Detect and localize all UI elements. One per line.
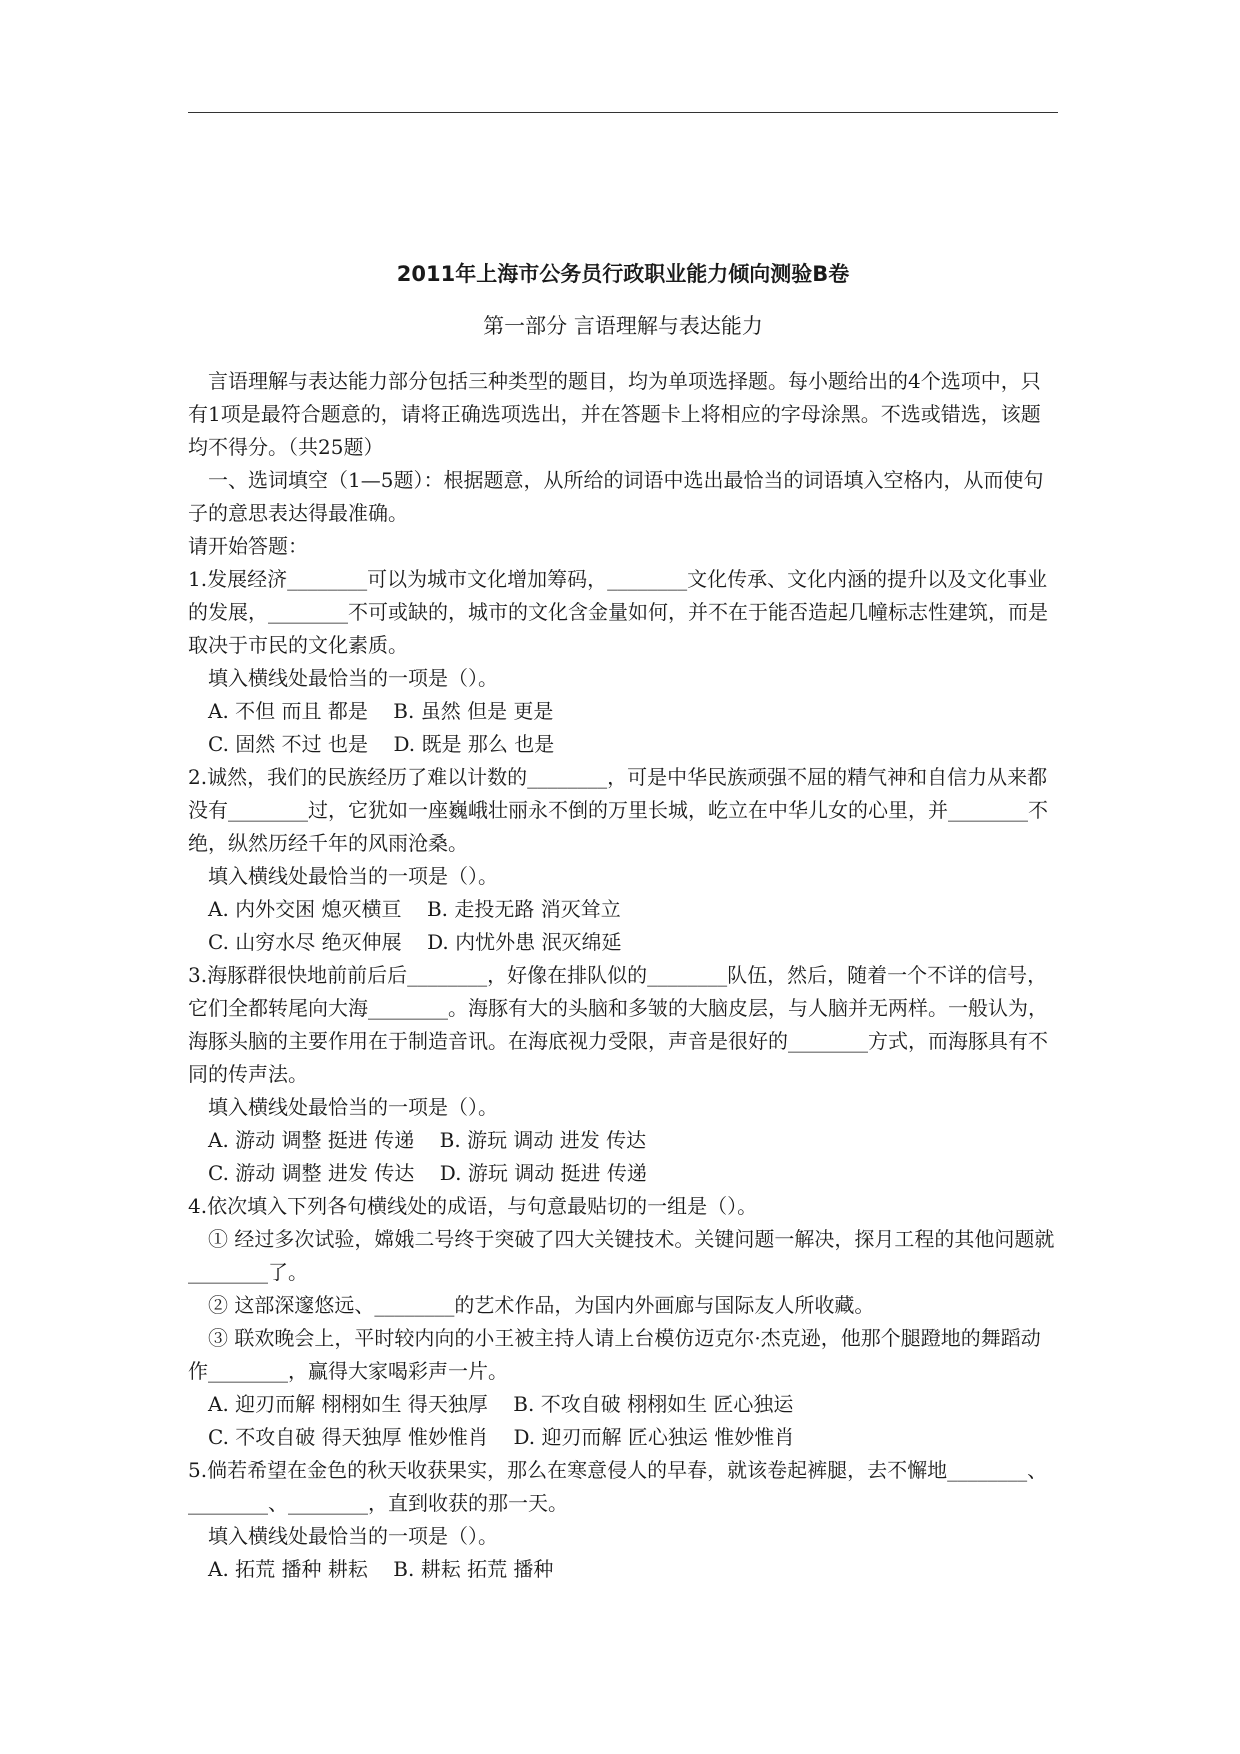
question-1-stem: 1.发展经济________可以为城市文化增加筹码，________文化传承、文化内涵的提升以及文化事业的发展，________不可或缺的，城市的文化含金量如何，并不在于能否造起几幢标志性建筑，而是取决于市民的文化素质。	[188, 567, 1048, 657]
header-rule	[188, 112, 1058, 113]
question-4-stem: 4.依次填入下列各句横线处的成语，与句意最贴切的一组是（）。	[188, 1194, 758, 1218]
question-2-stem: 2.诚然，我们的民族经历了难以计数的________，可是中华民族顽强不屈的精气神和自信力从来都没有________过，它犹如一座巍峨壮丽永不倒的万里长城，屹立在中华儿女的心里，并________不绝，纵然历经千年的风雨沧桑。	[188, 765, 1048, 855]
question-4-sentence-3: ③ 联欢晚会上，平时较内向的小王被主持人请上台模仿迈克尔·杰克逊，他那个腿蹬地的舞蹈动作________，赢得大家喝彩声一片。	[188, 1326, 1041, 1383]
question-2-options-ab: A. 内外交困 熄灭横亘 B. 走投无路 消灭耸立	[208, 897, 621, 921]
question-3-options-cd: C. 游动 调整 进发 传达 D. 游玩 调动 挺进 传递	[208, 1161, 647, 1185]
question-1-options-ab: A. 不但 而且 都是 B. 虽然 但是 更是	[208, 699, 554, 723]
question-2-options-cd: C. 山穷水尽 绝灭伸展 D. 内忧外患 泯灭绵延	[208, 930, 622, 954]
question-5-options-ab: A. 拓荒 播种 耕耘 B. 耕耘 拓荒 播种	[208, 1557, 554, 1581]
section-heading: 第一部分 言语理解与表达能力	[483, 314, 763, 338]
question-4-sentence-2: ② 这部深邃悠远、________的艺术作品，为国内外画廊与国际友人所收藏。	[208, 1293, 875, 1317]
question-1-options-cd: C. 固然 不过 也是 D. 既是 那么 也是	[208, 732, 555, 756]
question-4-sentence-1: ① 经过多次试验，嫦娥二号终于突破了四大关键技术。关键问题一解决，探月工程的其他问题就________了。	[188, 1227, 1055, 1284]
document-body	[188, 258, 1058, 1586]
question-2-prompt: 填入横线处最恰当的一项是（）。	[208, 864, 498, 888]
document-title: 2011年上海市公务员行政职业能力倾向测验B卷	[396, 262, 850, 286]
part-instructions: 一、选词填空（1—5题）：根据题意，从所给的词语中选出最恰当的词语填入空格内，从而使句子的意思表达得最准确。	[188, 468, 1044, 525]
question-3-stem: 3.海豚群很快地前前后后________，好像在排队似的________队伍，然后，随着一个不详的信号，它们全都转尾向大海________。海豚有大的头脑和多皱的大脑皮层，与人脑并无两样。一般认为，海豚头脑的主要作用在于制造音讯。在海底视力受限，声音是很好的________方式，而海豚具有不同的传声法。	[188, 963, 1048, 1086]
intro-paragraph: 言语理解与表达能力部分包括三种类型的题目，均为单项选择题。每小题给出的4个选项中，只有1项是最符合题意的，请将正确选项选出，并在答题卡上将相应的字母涂黑。不选或错选，该题均不得分。（共25题）	[188, 369, 1041, 459]
question-3-prompt: 填入横线处最恰当的一项是（）。	[208, 1095, 498, 1119]
question-5-stem: 5.倘若希望在金色的秋天收获果实，那么在寒意侵人的早春，就该卷起裤腿，去不懈地________、________、________，直到收获的那一天。	[188, 1458, 1048, 1515]
start-label: 请开始答题：	[188, 534, 308, 558]
question-4-options-cd: C. 不攻自破 得天独厚 惟妙惟肖 D. 迎刃而解 匠心独运 惟妙惟肖	[208, 1425, 795, 1449]
question-4-options-ab: A. 迎刃而解 栩栩如生 得天独厚 B. 不攻自破 栩栩如生 匠心独运	[208, 1392, 794, 1416]
question-1-prompt: 填入横线处最恰当的一项是（）。	[208, 666, 498, 690]
question-3-options-ab: A. 游动 调整 挺进 传递 B. 游玩 调动 进发 传达	[208, 1128, 647, 1152]
question-5-prompt: 填入横线处最恰当的一项是（）。	[208, 1524, 498, 1548]
